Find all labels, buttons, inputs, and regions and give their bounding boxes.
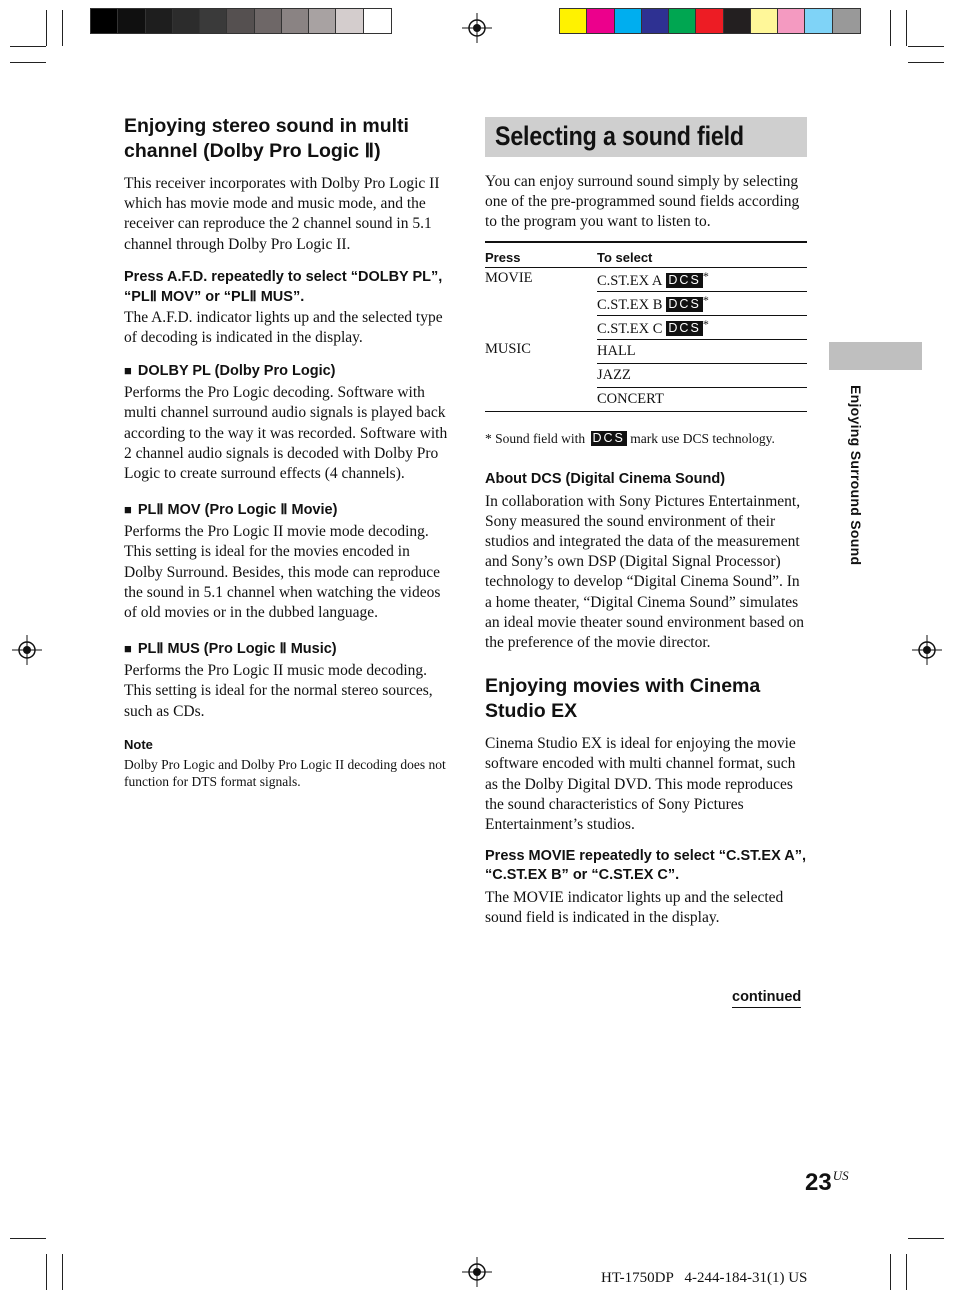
mode-title: DOLBY PL (Dolby Pro Logic) <box>137 363 336 380</box>
section-heading: Enjoying stereo sound in multi channel (Dolby Pro Logic Ⅱ) <box>124 115 409 162</box>
page-number-value: 23 <box>805 1169 832 1196</box>
instruction: Press A.F.D. repeatedly to select “DOLBY PL”, “PLⅡ MOV” or “PLⅡ MUS”. <box>124 268 443 306</box>
registration-mark-icon <box>462 13 492 43</box>
bullet-square-icon: ■ <box>124 363 132 379</box>
color-swatch <box>696 9 723 33</box>
select-cell <box>597 291 807 315</box>
cinema-instruction-body: The MOVIE indicator lights up and the selected sound field is indicated in the display. <box>485 889 784 927</box>
dcs-logo: DCS <box>592 430 625 445</box>
color-swatch <box>146 9 173 33</box>
asterisk: * <box>702 292 709 307</box>
color-swatch <box>642 9 669 33</box>
sound-field-label: JAZZ <box>597 366 631 383</box>
color-swatch <box>118 9 145 33</box>
mode-description: Performs the Pro Logic II music mode decoding. This setting is ideal for the normal stereo sources, such as CDs. <box>124 662 433 720</box>
dcs-logo: DCS <box>668 296 701 311</box>
crop-mark <box>62 1254 63 1290</box>
sound-field-label: HALL <box>597 342 636 359</box>
select-cell <box>597 339 807 363</box>
dcs-description: In collaboration with Sony Pictures Entertainment, Sony measured the sound environment of their studios and integrated the data of the measurement and Sony’s own DSP (Digital Signal Processor) technology to develop “Digital Cinema Sound”. In a home theater, “Digital Cinema Sound” simulates an ideal movie theater sound environment based on the preference of the movie director. <box>485 492 804 652</box>
footnote-text: mark use DCS technology. <box>630 430 775 446</box>
mode-title: PLⅡ MUS (Pro Logic Ⅱ Music) <box>137 641 337 658</box>
grayscale-bar <box>90 8 392 34</box>
registration-mark-icon <box>12 635 42 665</box>
note-body: Dolby Pro Logic and Dolby Pro Logic II decoding does not function for DTS format signals. <box>124 756 446 789</box>
color-swatch <box>833 9 860 33</box>
dcs-heading: About DCS (Digital Cinema Sound) <box>485 470 726 487</box>
crop-mark <box>46 10 47 46</box>
color-swatch <box>200 9 227 33</box>
crop-mark <box>10 62 46 63</box>
asterisk: * <box>702 268 709 283</box>
color-swatch <box>615 9 642 33</box>
select-cell <box>597 315 807 339</box>
table-row <box>485 339 807 363</box>
sound-field-label: C.ST.EX C <box>597 320 663 337</box>
crop-mark <box>908 62 944 63</box>
mode-item <box>124 361 449 484</box>
footnote-text: * Sound field with <box>485 430 586 446</box>
crop-mark <box>906 10 907 46</box>
crop-mark <box>10 1238 46 1239</box>
column-header-select: To select <box>597 242 807 268</box>
crop-mark <box>908 1238 944 1239</box>
cinema-heading: Enjoying movies with Cinema Studio EX <box>485 675 761 722</box>
mode-item <box>124 639 449 722</box>
color-bar <box>559 8 861 34</box>
select-cell <box>597 387 807 411</box>
asterisk: * <box>702 316 709 331</box>
color-swatch <box>751 9 778 33</box>
color-swatch <box>587 9 614 33</box>
color-swatch <box>173 9 200 33</box>
side-tab <box>829 342 922 370</box>
cinema-instruction: Press MOVIE repeatedly to select “C.ST.EX A”, “C.ST.EX B” or “C.ST.EX C”. <box>485 848 806 884</box>
crop-mark <box>10 46 46 47</box>
mode-description: Performs the Pro Logic II movie mode decoding. This setting is ideal for the movies encoded in Dolby Surround. Besides, this mode can reproduce the sound in 5.1 channel when watching the videos of old movies or in the dubbed language. <box>124 523 441 622</box>
page-title-box <box>485 117 807 157</box>
footer-model-code: HT-1750DP 4-244-184-31(1) US <box>601 1270 808 1286</box>
right-column <box>485 172 807 929</box>
crop-mark <box>890 10 891 46</box>
color-swatch <box>309 9 336 33</box>
table-row <box>485 267 807 291</box>
page-number <box>805 1168 849 1197</box>
press-cell: MOVIE <box>485 269 533 286</box>
page-number-suffix: US <box>832 1168 849 1183</box>
continued-label: continued <box>732 988 801 1008</box>
column-header-press: Press <box>485 242 597 268</box>
sound-field-label: C.ST.EX A <box>597 272 663 289</box>
crop-mark <box>906 1254 907 1290</box>
crop-mark <box>46 1254 47 1290</box>
sound-field-label: CONCERT <box>597 390 664 407</box>
color-swatch <box>255 9 282 33</box>
mode-item <box>124 500 449 623</box>
registration-mark-icon <box>462 1257 492 1287</box>
select-cell <box>597 267 807 291</box>
sound-field-label: C.ST.EX B <box>597 296 663 313</box>
page-title: Selecting a sound field <box>495 121 744 151</box>
registration-mark-icon <box>912 635 942 665</box>
cinema-description: Cinema Studio EX is ideal for enjoying the movie software encoded with multi channel format, such as the Dolby Digital DVD. This mode reproduces the sound characteristics of Sony Pictures Entertainment’s studios. <box>485 735 796 834</box>
intro-text: You can enjoy surround sound simply by selecting one of the pre-programmed sound fields according to the program you want to listen to. <box>485 173 800 231</box>
crop-mark <box>62 10 63 46</box>
press-cell: MUSIC <box>485 339 597 411</box>
color-swatch <box>336 9 363 33</box>
note-heading: Note <box>124 736 153 752</box>
color-swatch <box>724 9 751 33</box>
mode-description: Performs the Pro Logic decoding. Software with multi channel surround audio signals is played back according to the way it was recorded. Software with 2 channel audio signals is decoded with Dolby Pro Logic to create surround effects (4 channels). <box>124 384 448 483</box>
intro-text: This receiver incorporates with Dolby Pro Logic II which has movie mode and music mode, and the receiver can reproduce the 2 channel sound in 5.1 channel through Dolby Pro Logic II. <box>124 175 440 253</box>
color-swatch <box>805 9 832 33</box>
color-swatch <box>560 9 587 33</box>
left-column <box>124 114 449 790</box>
instruction-body: The A.F.D. indicator lights up and the selected type of decoding is indicated in the display. <box>124 308 443 347</box>
side-tab-label: Enjoying Surround Sound <box>848 385 864 566</box>
color-swatch <box>669 9 696 33</box>
bullet-square-icon: ■ <box>124 641 132 657</box>
table-footnote <box>485 430 807 447</box>
select-cell <box>597 363 807 387</box>
color-swatch <box>282 9 309 33</box>
dcs-logo: DCS <box>668 272 701 287</box>
crop-mark <box>908 46 944 47</box>
sound-field-table <box>485 241 807 412</box>
dcs-logo: DCS <box>668 320 701 335</box>
bullet-square-icon: ■ <box>124 502 132 518</box>
color-swatch <box>778 9 805 33</box>
color-swatch <box>364 9 391 33</box>
color-swatch <box>91 9 118 33</box>
crop-mark <box>890 1254 891 1290</box>
mode-title: PLⅡ MOV (Pro Logic Ⅱ Movie) <box>137 502 338 519</box>
color-swatch <box>227 9 254 33</box>
